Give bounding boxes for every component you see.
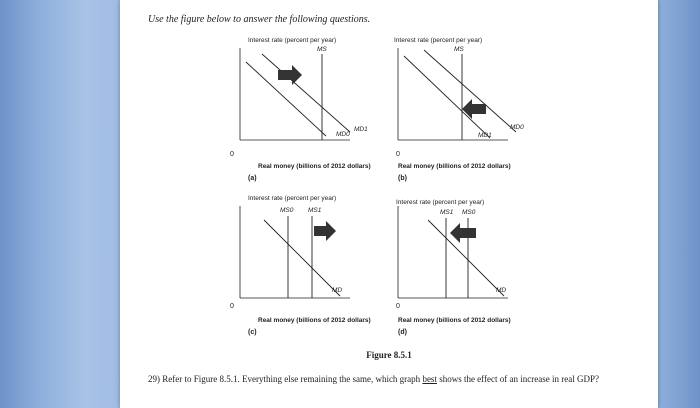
graph-d-shift-arrow [450,223,476,243]
graph-c-ms0-label: MS0 [280,207,294,214]
document-page [120,0,658,408]
question-underlined-word: best [422,374,437,384]
graph-b-md0-line [424,50,516,132]
graph-a-md1-label: MD1 [354,126,368,133]
graph-d-ylabel: Interest rate (percent per year) [396,199,485,206]
graph-d-md-label: MD [496,287,507,294]
graph-b-xlabel: Real money (billions of 2012 dollars) [398,163,511,170]
graph-a-md0-label: MD0 [336,131,350,138]
figure-caption: Figure 8.5.1 [366,350,412,360]
graph-a-md1-line [262,54,350,132]
graph-b-origin: 0 [396,151,400,158]
question-text-start: 29) Refer to Figure 8.5.1. Everything else remaining the same, which graph [148,374,423,384]
graph-b [394,34,568,184]
graph-a-xlabel: Real money (billions of 2012 dollars) [258,163,371,170]
question-text-end: shows the effect of an increase in real GDP? [436,374,599,384]
graph-c-panel-label: (c) [248,329,257,336]
instruction-text: Use the figure below to answer the following questions. [148,14,371,25]
graph-c-ylabel: Interest rate (percent per year) [248,195,337,202]
graph-d-origin: 0 [396,303,400,310]
graph-a-shift-arrow [278,65,302,85]
graph-d [398,192,568,342]
graph-d-ms1-label: MS1 [440,209,454,216]
graph-b-md1-label: MD1 [478,132,492,139]
graph-c-shift-arrow [314,221,336,241]
question-text [148,373,638,385]
graph-c-md-label: MD [332,287,343,294]
graph-a-origin: 0 [230,151,234,158]
graph-b-ms-label: MS [454,46,464,53]
graph-c-xlabel: Real money (billions of 2012 dollars) [258,317,371,324]
graph-a [230,34,410,184]
graph-b-ylabel: Interest rate (percent per year) [394,37,483,44]
graph-c-origin: 0 [230,303,234,310]
graph-d-xlabel: Real money (billions of 2012 dollars) [398,317,511,324]
graph-c-ms1-label: MS1 [308,207,322,214]
graph-b-md0-label: MD0 [510,124,524,131]
graph-d-ms0-label: MS0 [462,209,476,216]
graph-a-ms-label: MS [317,46,327,53]
graph-a-ylabel: Interest rate (percent per year) [248,37,337,44]
graph-b-panel-label: (b) [398,175,407,182]
graph-d-panel-label: (d) [398,329,407,336]
graph-c [230,192,410,342]
graph-a-panel-label: (a) [248,175,257,182]
